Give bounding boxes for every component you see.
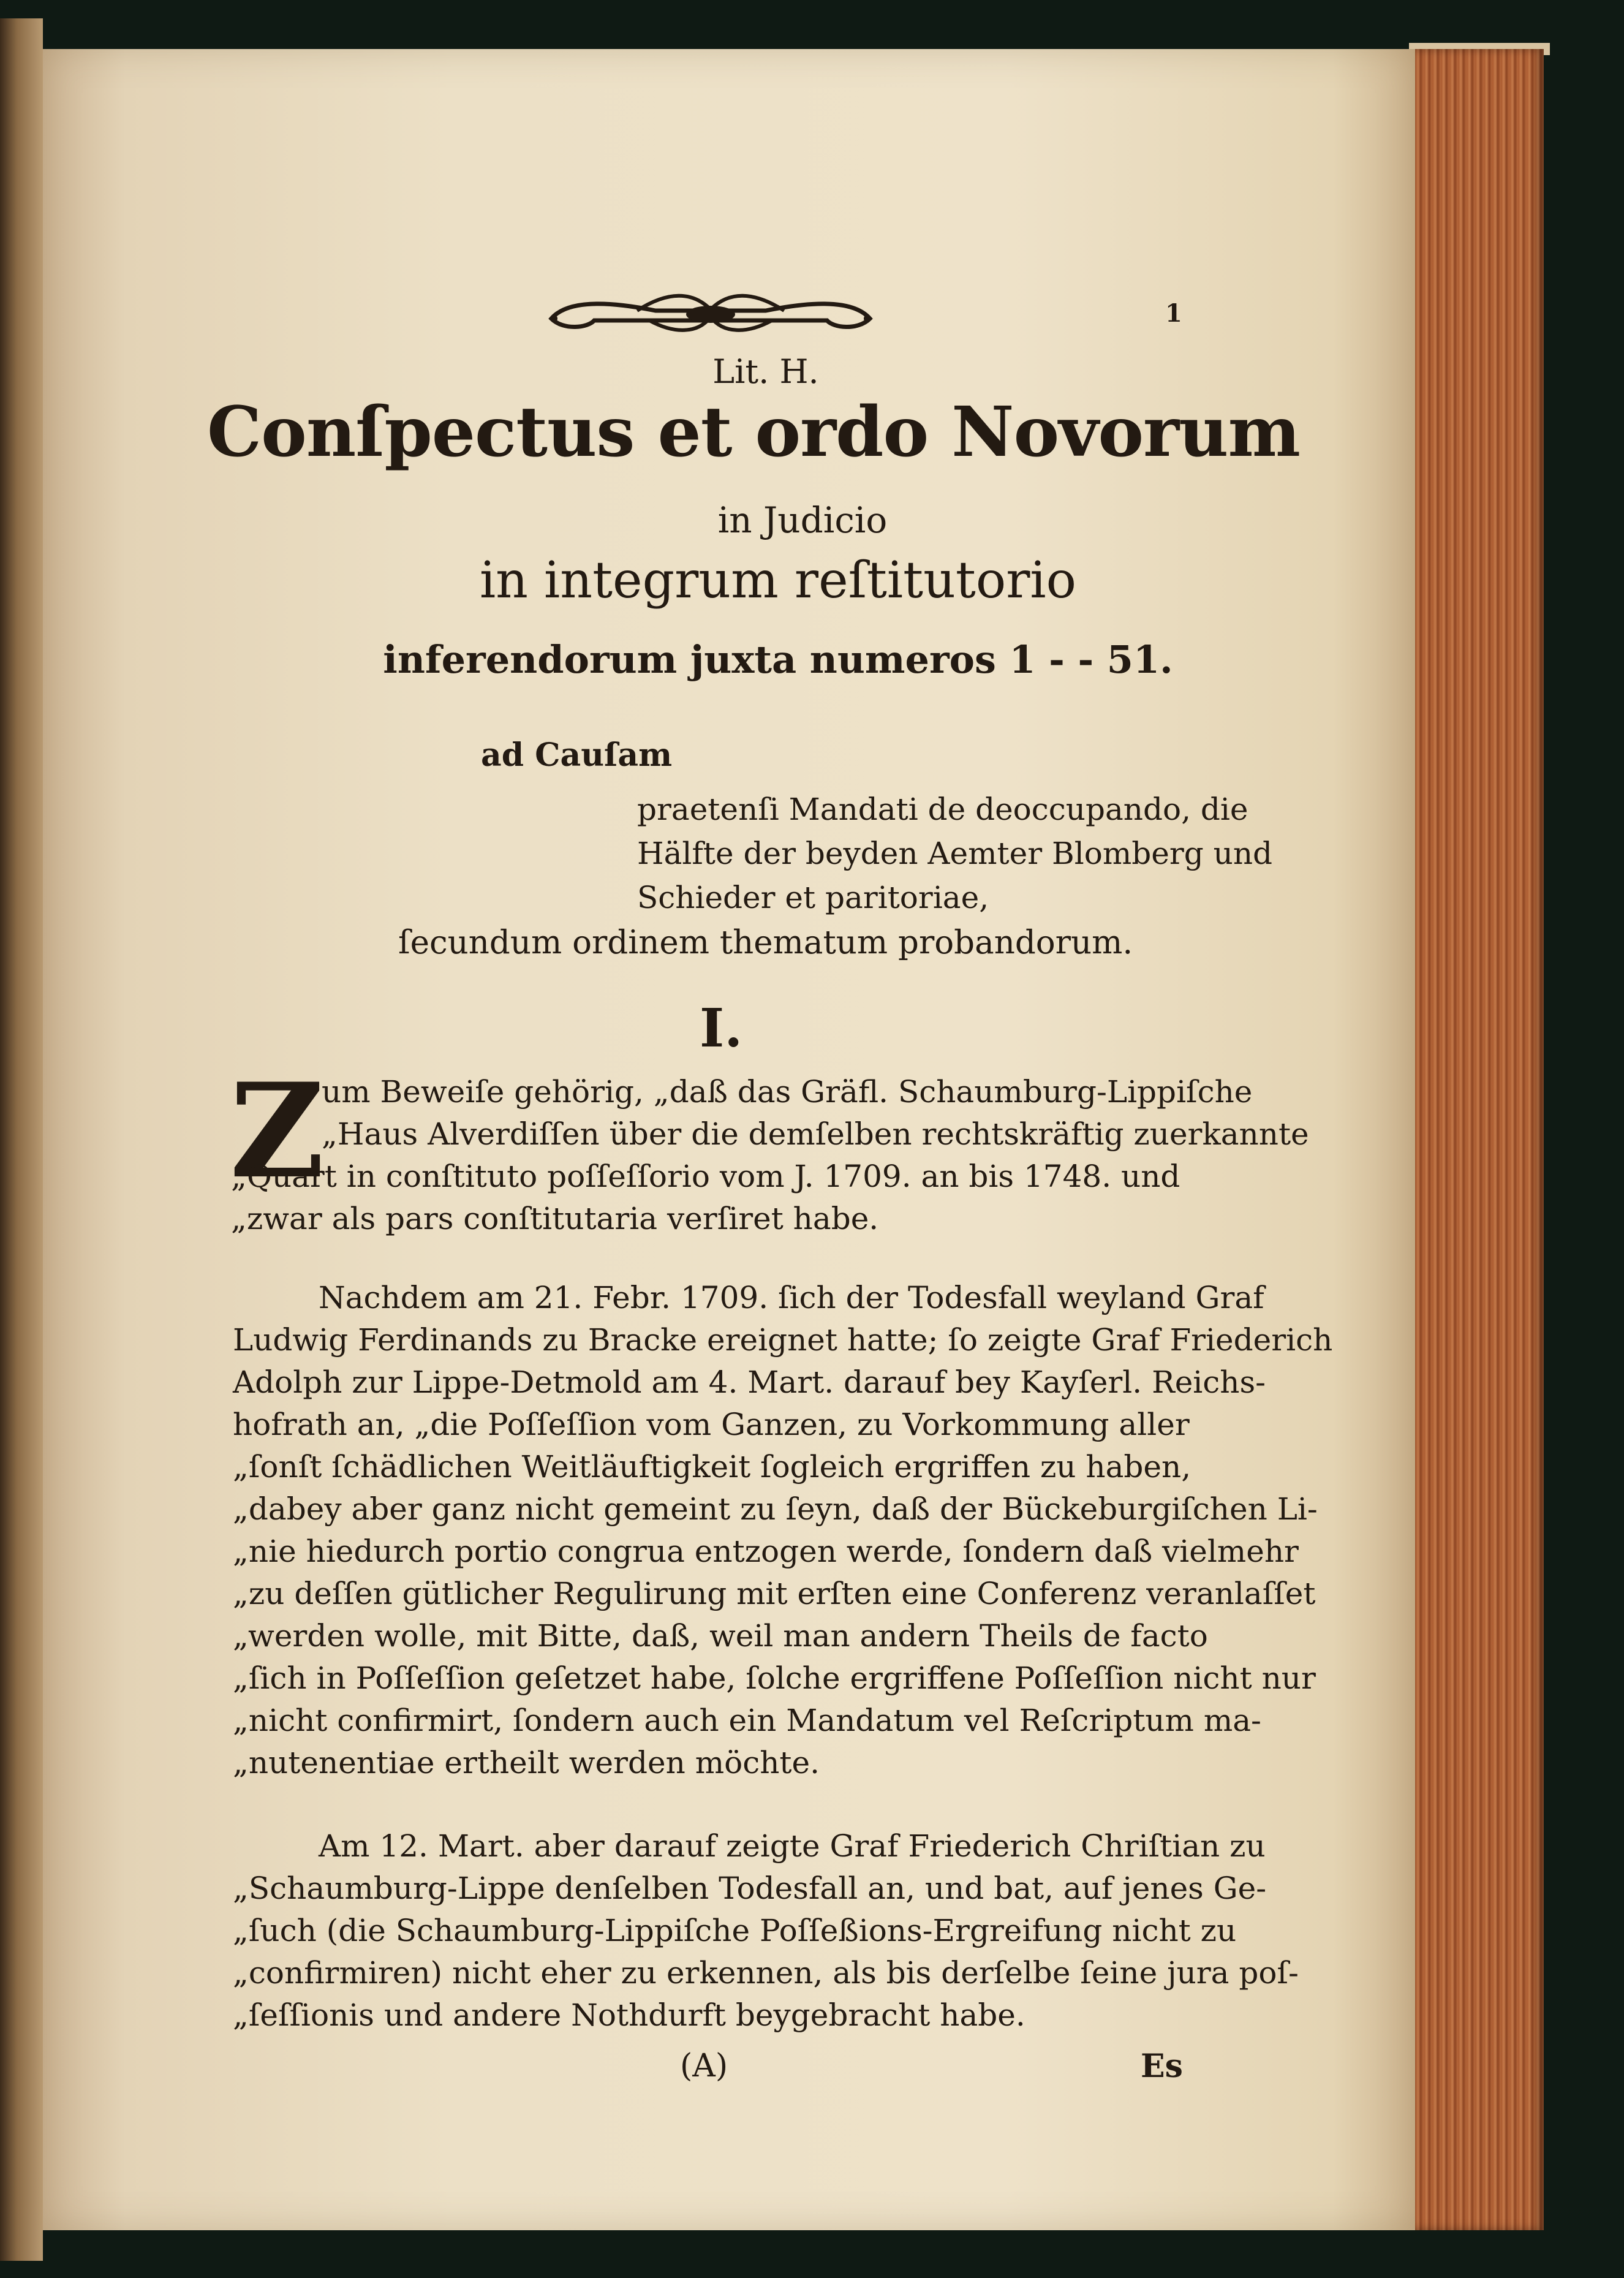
text-line: „ſich in Poſſeſſion geſetzet habe, ſolche ergriffene Poſſeſſion nicht nur (233, 1660, 1316, 1696)
text-line: Nachdem am 21. Febr. 1709. ſich der Todesfall weyland Graf (319, 1280, 1264, 1315)
text-line: „Quart in conſtituto poſſeſſorio vom J. 1709. an bis 1748. und (231, 1159, 1180, 1194)
text-line: „Haus Alverdiſſen über die demſelben rechtskräftig zuerkannte (322, 1116, 1309, 1152)
text-line: „confirmiren) nicht eher zu erkennen, als bis derſelbe ſeine jura poſ‑ (233, 1955, 1299, 1991)
text-line: um Beweiſe gehörig, „daß das Gräfl. Schaumburg‑Lippiſche (322, 1074, 1253, 1110)
catchword: Es (1141, 2048, 1183, 2085)
paragraph-am-12-mart (233, 1825, 1299, 2037)
text-line: „nutenentiae ertheilt werden möchte. (233, 1745, 820, 1780)
text-line: „ſonſt ſchädlichen Weitläuftigkeit ſogleich ergriffen zu haben, (233, 1449, 1192, 1485)
text-line: „ſuch (die Schaumburg‑Lippiſche Poſſeßions‑Ergreifung nicht zu (233, 1913, 1237, 1948)
causa-line: praetenſi Mandati de deoccupando, die (637, 792, 1248, 827)
text-line: „zu deſſen gütlicher Regulirung mit erſten eine Conferenz veranlaſſet (233, 1576, 1316, 1611)
signature-mark: (A) (680, 2048, 728, 2084)
paragraph-nachdem (233, 1277, 1333, 1784)
secundum-line: ſecundum ordinem thematum probandorum. (398, 924, 1133, 961)
causa-block (637, 787, 1273, 920)
section-number: I. (700, 997, 743, 1059)
text-line: „ſeſſionis und andere Nothdurft beygebracht habe. (233, 1997, 1025, 2033)
text-line: „zwar als pars conſtitutaria verſiret habe. (231, 1201, 879, 1236)
text-line: „Schaumburg‑Lippe denſelben Todesfall an, und bat, auf jenes Ge‑ (233, 1871, 1267, 1906)
text-line: Ludwig Ferdinands zu Bracke ereignet hatte; ſo zeigte Graf Friederich (233, 1322, 1333, 1358)
page-mark: 1 (1165, 299, 1182, 328)
text-line: „dabey aber ganz nicht gemeint zu ſeyn, daß der Bückeburgiſchen Li‑ (233, 1491, 1318, 1527)
text-line: „nicht confirmirt, ſondern auch ein Mandatum vel Reſcriptum ma‑ (233, 1703, 1261, 1738)
heading-restitutorio: in integrum reſtitutorio (479, 551, 1077, 610)
text-line: „werden wolle, mit Bitte, daß, weil man andern Theils de facto (233, 1618, 1208, 1654)
paragraph-thema (231, 1071, 1309, 1240)
text-line: Am 12. Mart. aber darauf zeigte Graf Friederich Chriſtian zu (319, 1828, 1266, 1864)
text-line: „nie hiedurch portio congrua entzogen werde, ſondern daß vielmehr (233, 1534, 1299, 1569)
heading-in-judicio: in Judicio (717, 499, 888, 541)
causa-line: Hälfte der beyden Aemter Blomberg und (637, 836, 1273, 871)
heading-inferendorum: inferendorum juxta numeros 1 ‑ ‑ 51. (383, 637, 1173, 682)
ad-causam: ad Cauſam (481, 736, 673, 774)
heading-lit: Lit. H. (712, 352, 819, 391)
text-line: Adolph zur Lippe‑Detmold am 4. Mart. darauf bey Kayſerl. Reichs‑ (233, 1364, 1266, 1400)
ornament-vignette-icon (545, 285, 876, 337)
book-page (43, 49, 1415, 2230)
page-title: Conſpectus et ordo Novorum (207, 392, 1300, 472)
book-left-edge (0, 18, 43, 2261)
text-line: hofrath an, „die Poſſeſſion vom Ganzen, zu Vorkommung aller (233, 1407, 1190, 1442)
causa-line: Schieder et paritoriae, (637, 880, 989, 915)
drop-capital: Z (230, 1054, 325, 1207)
